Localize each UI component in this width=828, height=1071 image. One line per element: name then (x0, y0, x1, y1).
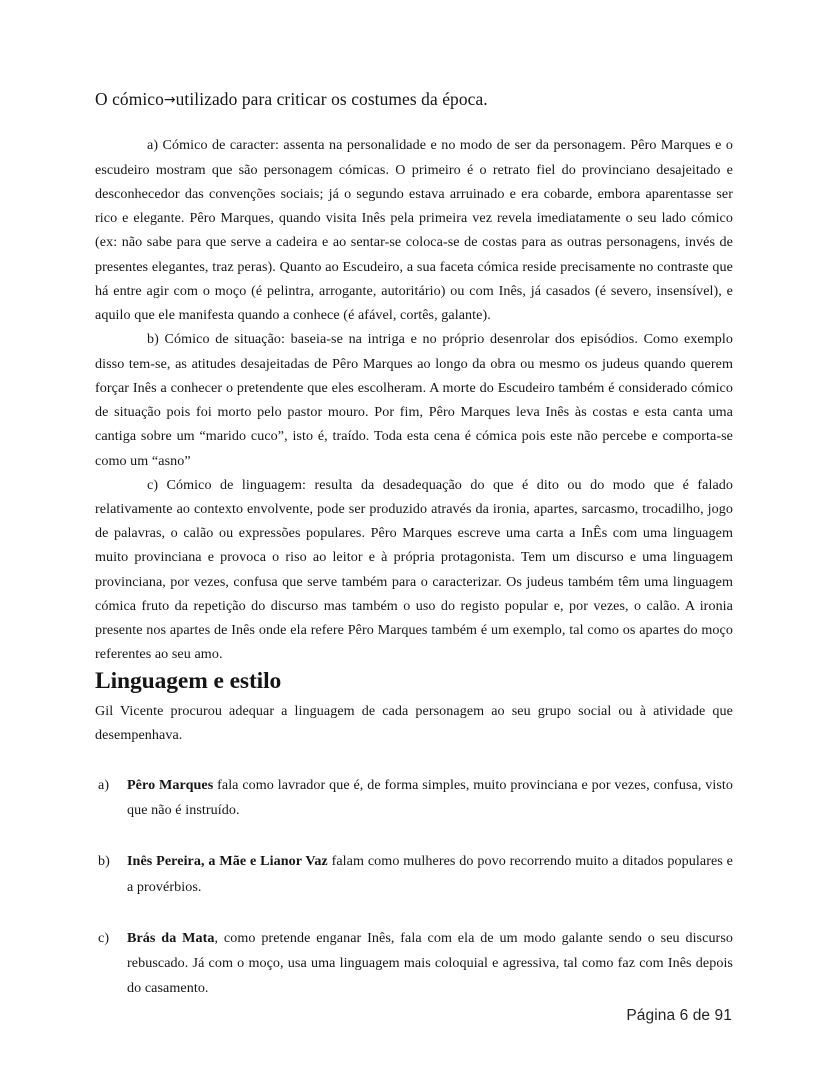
page-content (95, 88, 733, 1027)
paragraph-comico-de-situacao: b) Cómico de situação: baseia-se na intriga e no próprio desenrolar dos episódios. Como exemplo disso tem-se, as atitudes desajeitadas de Pêro Marques ao longo da obra ou mesmo os judeus quando querem forçar Inês a conhecer o pretendente que eles escolheram. A morte do Escudeiro também é considerado cómico de situação pois foi morto pelo pastor mouro. Por fim, Pêro Marques leva Inês às costas e esta canta uma cantiga sobre um “marido cuco”, isto é, traído. Toda esta cena é cómica pois este não percebe e comporta-se como um “asno” (95, 331, 733, 469)
section-intro-text: Gil Vicente procurou adequar a linguagem de cada personagem ao seu grupo social ou à atividade que desempenhava. (95, 702, 733, 744)
section-heading-linguagem-e-estilo: Linguagem e estilo (95, 667, 282, 694)
lead-text-after-arrow: utilizado para criticar os costumes da época. (175, 89, 488, 109)
paragraph-comico-de-caracter: a) Cómico de caracter: assenta na personalidade e no modo de ser da personagem. Pêro Marques e o escudeiro mostram que são personagem cómicas. O primeiro é o retrato fiel do provinciano desajeitado e desconhecedor das convenções sociais; já o segundo estava arruinado e era cobarde, embora aparentasse ser rico e elegante. Pêro Marques, quando visita Inês pela primeira vez revela imediatamente o seu lado cómico (ex: não sabe para que serve a cadeira e ao sentar-se coloca-se de costas para as outras personagens, invés de presentes elegantes, traz peras). Quanto ao Escudeiro, a sua faceta cómica reside precisamente no contraste que há entre agir com o moço (é pelintra, arrogante, autoritário) ou com Inês, já casados (é severo, insensível), e aquilo que ele manifesta quando a conhece (é afável, cortês, galante). (95, 137, 733, 324)
list-item (95, 773, 733, 823)
list-item-subject: Brás da Mata (127, 929, 215, 946)
list-item-text: fala como lavrador que é, de forma simples, muito provinciana e por vezes, confusa, visto que não é instruído. (127, 777, 734, 819)
right-arrow-icon: → (163, 92, 176, 108)
list-item-subject: Pêro Marques (127, 777, 214, 794)
list-item-subject: Inês Pereira, a Mãe e Lianor Vaz (127, 853, 328, 870)
list-item-text: falam como mulheres do povo recorrendo muito a ditados populares e a provérbios. (127, 853, 733, 895)
lead-line (95, 88, 733, 111)
body-paragraph-group (95, 133, 733, 666)
character-language-list (95, 773, 733, 1001)
list-item-text: , como pretende enganar Inês, fala com ela de um modo galante sendo o seu discurso rebuscado. Já com o moço, usa uma linguagem mais coloquial e agressiva, tal como faz com Inês depois do casamento. (127, 929, 733, 996)
list-item (95, 849, 733, 899)
list-item-marker: c) (98, 929, 110, 946)
list-item-marker: b) (98, 853, 110, 870)
list-item (95, 926, 733, 1001)
lead-text-before-arrow: O cómico (95, 89, 164, 109)
page-number-footer: Página 6 de 91 (626, 1007, 732, 1024)
list-item-marker: a) (98, 777, 110, 794)
paragraph-comico-de-linguagem: c) Cómico de linguagem: resulta da desadequação do que é dito ou do modo que é falado relativamente ao contexto envolvente, pode ser produzido através da ironia, apartes, sarcasmo, trocadilho, jogo de palavras, o calão ou expressões populares. Pêro Marques escreve uma carta a InÊs com uma linguagem muito provinciana e provoca o riso ao leitor e à própria protagonista. Tem um discurso e uma linguagem provinciana, por vezes, confusa que serve também para o caracterizar. Os judeus também têm uma linguagem cómica fruto da repetição do discurso mas também o uso do registo popular e, por vezes, o calão. A ironia presente nos apartes de Inês onde ela refere Pêro Marques também é um exemplo, tal como os apartes do moço referentes ao seu amo. (95, 476, 733, 663)
